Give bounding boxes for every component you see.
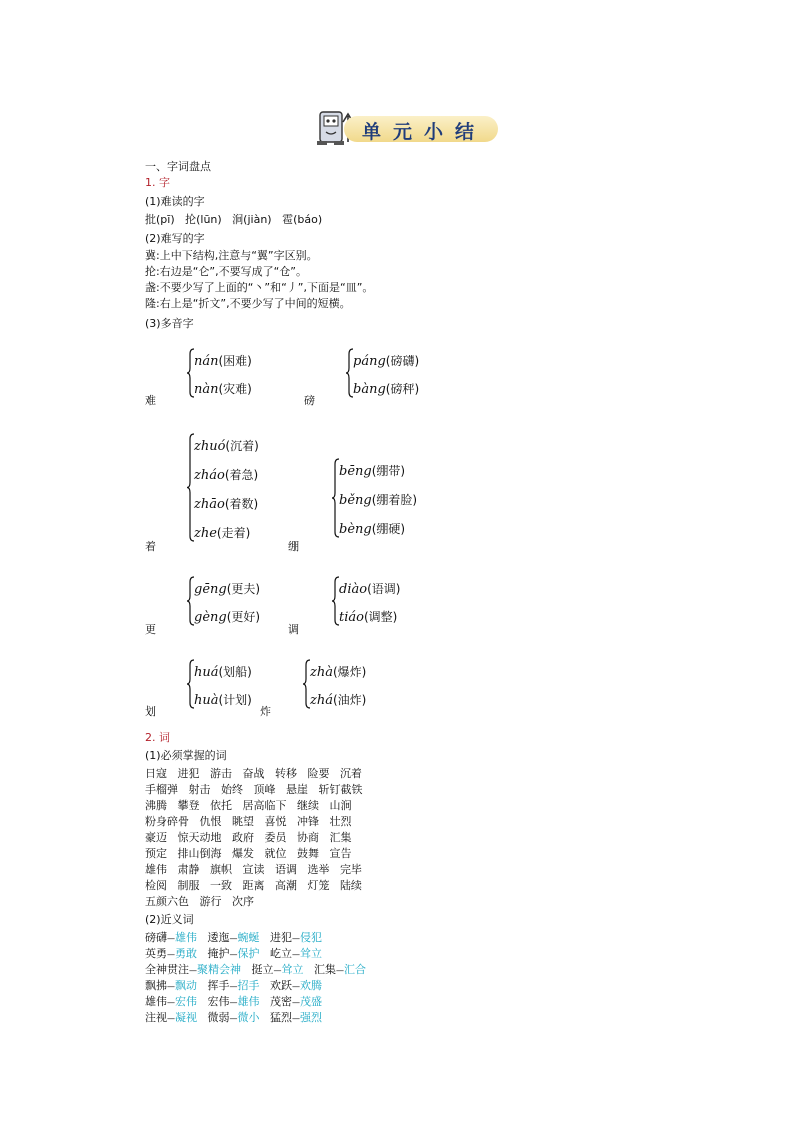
- synonym-answer: 宏伟: [175, 995, 197, 1008]
- example-word: (计划): [218, 693, 252, 707]
- pinyin: bēng: [339, 464, 372, 479]
- synonym-separator: —: [189, 966, 197, 975]
- polyphone-reading: [310, 663, 366, 680]
- example-word: (绷带): [371, 464, 406, 478]
- synonym-heading: (2)近义词: [145, 913, 194, 926]
- polyphone-reading: [310, 691, 366, 708]
- synonym-answer: 蜿蜒: [237, 931, 260, 944]
- polyphone-char: 划: [145, 705, 156, 718]
- example-word: (绷着脸): [371, 493, 418, 507]
- pinyin: gēng: [194, 582, 227, 597]
- synonym-answer: 聚精会神: [197, 963, 241, 976]
- example-word: (更好): [226, 610, 261, 624]
- example-word: (着急): [224, 468, 259, 482]
- synonym-word: 屹立: [270, 947, 292, 960]
- synonym-answer: 凝视: [175, 1011, 197, 1024]
- synonym-separator: —: [167, 982, 175, 991]
- polyphone-reading: [339, 491, 417, 508]
- synonym-answer: 招手: [237, 979, 260, 992]
- example-word: (调整): [363, 610, 398, 624]
- example-word: (更夫): [226, 582, 261, 596]
- pinyin: nàn: [194, 382, 219, 397]
- synonym-line: [145, 931, 322, 946]
- synonym-word: 英勇: [145, 947, 167, 960]
- synonym-separator: —: [229, 950, 238, 959]
- synonym-separator: —: [336, 966, 344, 975]
- polyphone-reading: [194, 608, 260, 625]
- polyphone-char: 着: [145, 540, 156, 553]
- example-word: (油炸): [332, 693, 367, 707]
- subsection-heading-characters: 1. 字: [145, 176, 170, 189]
- pinyin: huà: [194, 693, 219, 708]
- polyphone-reading: [339, 580, 400, 597]
- synonym-separator: —: [167, 998, 175, 1007]
- polyphone-char: 绷: [288, 540, 299, 553]
- synonym-separator: —: [292, 1014, 300, 1023]
- example-word: (灾难): [218, 382, 252, 396]
- synonym-word: 掩护: [207, 947, 230, 960]
- polyphone-reading: [353, 352, 419, 369]
- synonym-word: 欢跃: [270, 979, 292, 992]
- example-word: (划船): [218, 665, 252, 679]
- hard-write-heading: (2)难写的字: [145, 232, 205, 245]
- synonym-answer: 微小: [237, 1011, 260, 1024]
- example-word: (语调): [367, 582, 401, 596]
- synonym-word: 汇集: [314, 963, 336, 976]
- synonym-answer: 茂盛: [300, 995, 322, 1008]
- hard-write-line: 隆:右上是“折文”,不要少写了中间的短横。: [145, 297, 351, 310]
- hard-read-heading: (1)难读的字: [145, 195, 205, 208]
- synonym-separator: —: [229, 998, 238, 1007]
- pinyin: gèng: [194, 610, 227, 625]
- polyphone-reading: [194, 524, 250, 541]
- synonym-separator: —: [292, 950, 300, 959]
- pinyin: bèng: [339, 522, 372, 537]
- example-word: (绷硬): [371, 522, 406, 536]
- section-heading: 一、字词盘点: [145, 160, 211, 173]
- synonym-separator: —: [292, 934, 300, 943]
- synonym-word: 猛烈: [270, 1011, 292, 1024]
- pinyin: zhāo: [194, 497, 225, 512]
- example-word: (着数): [224, 497, 259, 511]
- must-words-line: 检阅 制服 一致 距离 高潮 灯笼 陆续: [145, 879, 362, 892]
- subsection-heading-words: 2. 词: [145, 731, 170, 744]
- synonym-word: 逶迤: [207, 931, 230, 944]
- synonym-separator: —: [229, 934, 238, 943]
- polyphone-reading: [194, 466, 258, 483]
- synonym-separator: —: [292, 982, 300, 991]
- polyphone-reading: [194, 380, 252, 397]
- pinyin: huá: [194, 665, 219, 680]
- synonym-word: 进犯: [270, 931, 292, 944]
- polyphone-char: 炸: [260, 705, 271, 718]
- synonym-word: 挺立: [251, 963, 274, 976]
- polyphone-heading: (3)多音字: [145, 317, 194, 330]
- polyphone-char: 调: [288, 623, 299, 636]
- must-words-heading: (1)必须掌握的词: [145, 749, 227, 762]
- hard-write-line: 冀:上中下结构,注意与“翼”字区别。: [145, 249, 318, 262]
- synonym-answer: 雄伟: [237, 995, 260, 1008]
- synonym-line: [145, 947, 322, 962]
- polyphone-reading: [194, 663, 252, 680]
- polyphone-reading: [339, 520, 405, 537]
- polyphone-reading: [339, 608, 397, 625]
- synonym-word: 注视: [145, 1011, 167, 1024]
- polyphone-reading: [194, 352, 252, 369]
- synonym-line: [145, 995, 322, 1010]
- pinyin: nán: [194, 354, 219, 369]
- synonym-separator: —: [292, 998, 300, 1007]
- synonym-answer: 雄伟: [175, 931, 197, 944]
- synonym-answer: 耸立: [300, 947, 322, 960]
- polyphone-reading: [194, 437, 259, 454]
- must-words-line: 沸腾 攀登 依托 居高临下 继续 山涧: [145, 799, 352, 812]
- synonym-answer: 耸立: [281, 963, 304, 976]
- example-word: (走着): [216, 526, 251, 540]
- hard-write-line: 抡:右边是“仑”,不要写成了“仓”。: [145, 265, 307, 278]
- polyphone-reading: [194, 495, 258, 512]
- synonym-answer: 强烈: [300, 1011, 322, 1024]
- synonym-word: 微弱: [207, 1011, 230, 1024]
- synonym-separator: —: [167, 950, 175, 959]
- must-words-line: 日寇 进犯 游击 奋战 转移 险要 沉着: [145, 767, 362, 780]
- synonym-answer: 侵犯: [300, 931, 322, 944]
- synonym-line: [145, 963, 366, 978]
- title-banner: [314, 108, 500, 146]
- example-word: (沉着): [225, 439, 259, 453]
- synonym-line: [145, 1011, 322, 1026]
- synonym-separator: —: [273, 966, 282, 975]
- polyphone-char: 磅: [304, 394, 315, 407]
- synonym-line: [145, 979, 322, 994]
- pinyin: diào: [339, 582, 368, 597]
- synonym-word: 磅礴: [145, 931, 167, 944]
- synonym-word: 飘拂: [145, 979, 167, 992]
- pinyin: zhuó: [194, 439, 226, 454]
- pinyin: tiáo: [339, 610, 364, 625]
- hard-read-items: 批(pī) 抡(lūn) 涧(jiàn) 雹(báo): [145, 213, 323, 226]
- must-words-line: 雄伟 肃静 旗帜 宣读 语调 选举 完毕: [145, 863, 362, 876]
- polyphone-reading: [194, 580, 260, 597]
- must-words-line: 手榴弹 射击 始终 顶峰 悬崖 斩钉截铁: [145, 783, 363, 796]
- must-words-line: 五颜六色 游行 次序: [145, 895, 254, 908]
- pinyin: bàng: [353, 382, 386, 397]
- synonym-answer: 保护: [237, 947, 260, 960]
- polyphone-reading: [194, 691, 252, 708]
- synonym-answer: 欢腾: [300, 979, 322, 992]
- synonym-answer: 飘动: [175, 979, 197, 992]
- pinyin: zhà: [310, 665, 333, 680]
- synonym-word: 宏伟: [207, 995, 230, 1008]
- pinyin: zhá: [310, 693, 333, 708]
- polyphone-reading: [339, 462, 405, 479]
- polyphone-char: 更: [145, 623, 156, 636]
- must-words-line: 预定 排山倒海 爆发 就位 鼓舞 宣告: [145, 847, 352, 860]
- synonym-word: 雄伟: [145, 995, 167, 1008]
- page-title: 单元小结: [362, 121, 487, 143]
- pinyin: zháo: [194, 468, 225, 483]
- synonym-word: 茂密: [270, 995, 292, 1008]
- pinyin: páng: [353, 354, 386, 369]
- pinyin: zhe: [194, 526, 217, 541]
- example-word: (磅秤): [385, 382, 420, 396]
- synonym-separator: —: [167, 934, 175, 943]
- synonym-separator: —: [167, 1014, 175, 1023]
- example-word: (磅礴): [385, 354, 420, 368]
- synonym-answer: 勇敢: [175, 947, 197, 960]
- hard-write-line: 盏:不要少写了上面的“丶”和“丿”,下面是“皿”。: [145, 281, 374, 294]
- polyphone-char: 难: [145, 394, 156, 407]
- synonym-word: 全神贯注: [145, 963, 189, 976]
- synonym-answer: 汇合: [344, 963, 366, 976]
- synonym-separator: —: [229, 982, 238, 991]
- example-word: (困难): [218, 354, 252, 368]
- synonym-separator: —: [229, 1014, 238, 1023]
- synonym-word: 挥手: [207, 979, 230, 992]
- polyphone-reading: [353, 380, 419, 397]
- must-words-line: 粉身碎骨 仇恨 眺望 喜悦 冲锋 壮烈: [145, 815, 352, 828]
- must-words-line: 豪迈 惊天动地 政府 委员 协商 汇集: [145, 831, 352, 844]
- pinyin: běng: [339, 493, 372, 508]
- example-word: (爆炸): [332, 665, 367, 679]
